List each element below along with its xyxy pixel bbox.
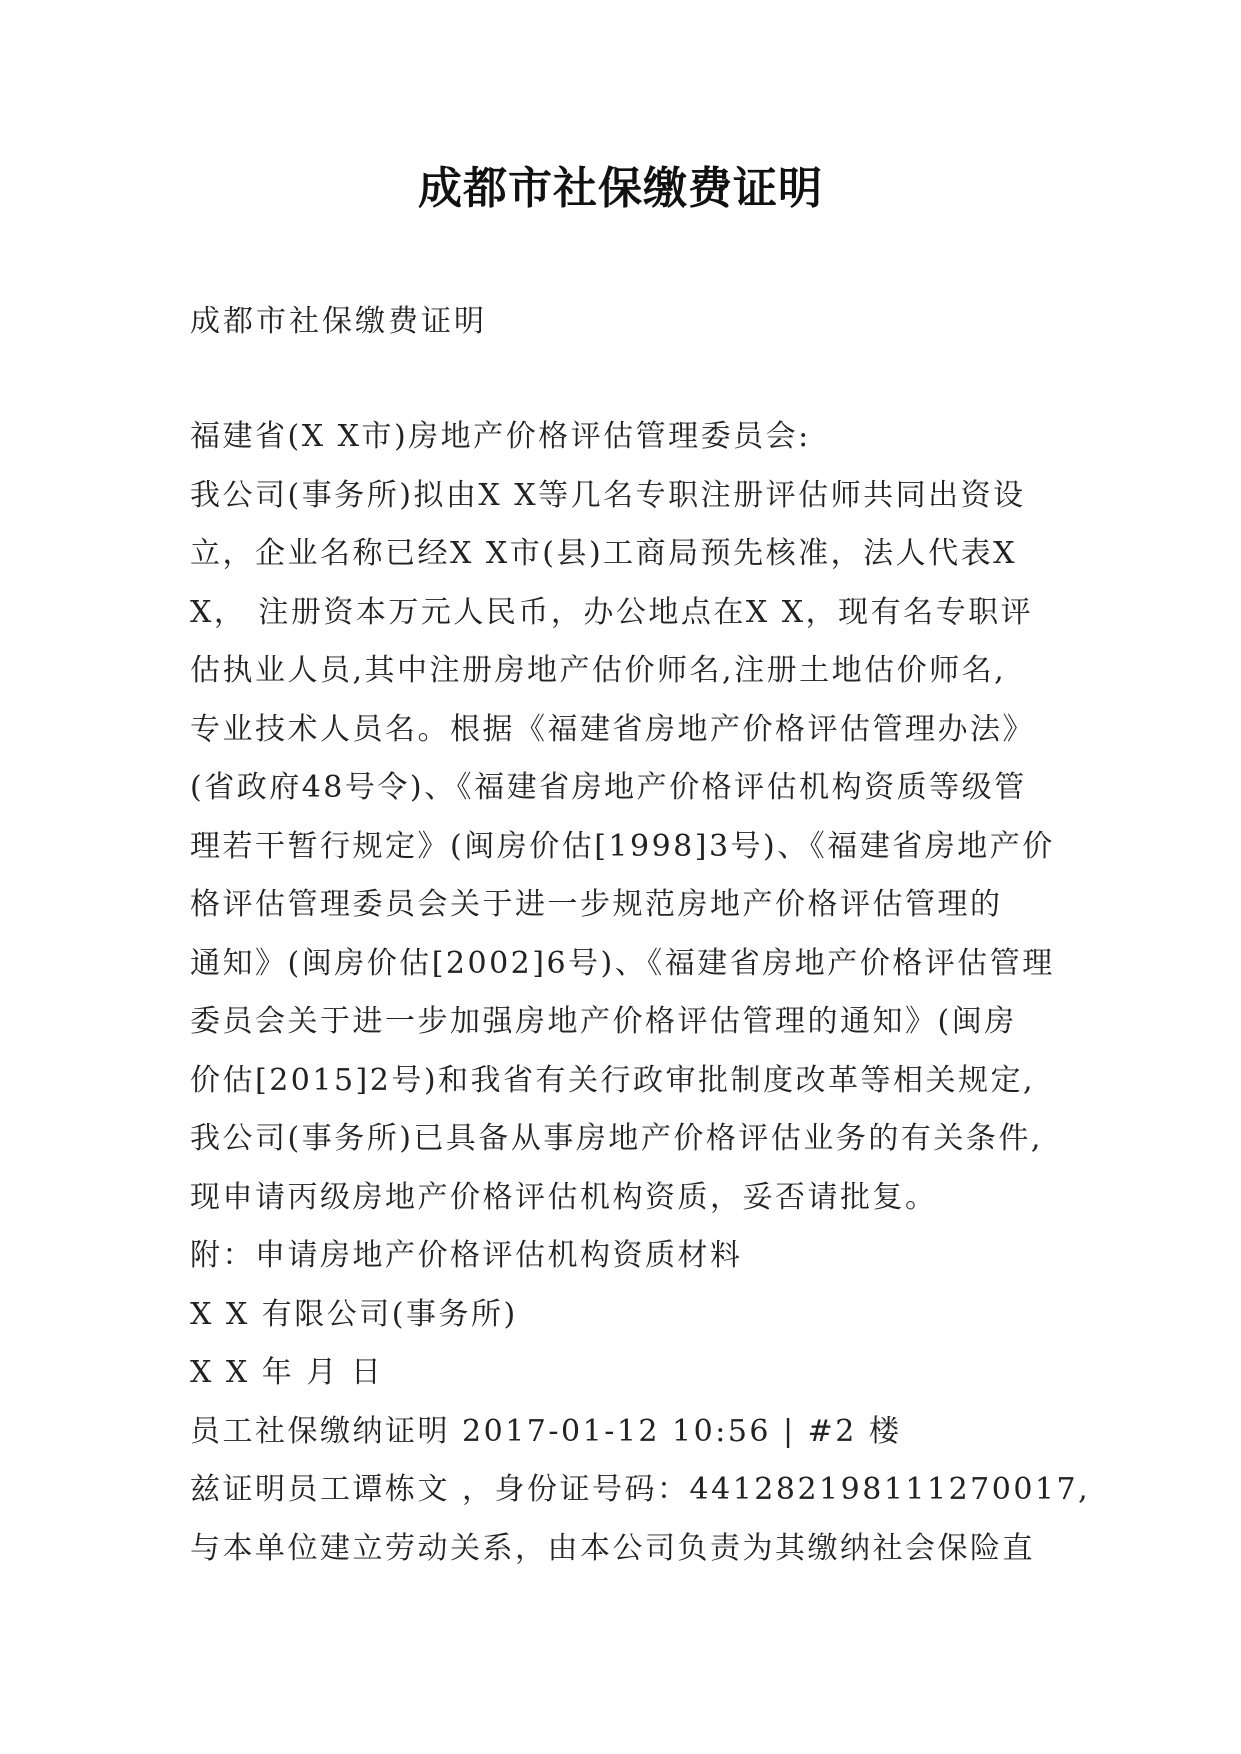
body-line: 我公司(事务所)已具备从事房地产价格评估业务的有关条件,: [190, 1121, 1043, 1156]
body-line: 理若干暂行规定》(闽房价估[1998]3号)、《福建省房地产价: [190, 828, 1055, 864]
body-line: 员工社保缴纳证明 2017-01-12 10:56 | #2 楼: [190, 1413, 902, 1449]
body-line: X X 有限公司(事务所): [190, 1296, 518, 1332]
body-line: X， 注册资本万元人民币，办公地点在X X，现有名专职评: [190, 594, 1034, 630]
body-line: 现申请丙级房地产价格评估机构资质，妥否请批复。: [190, 1179, 938, 1215]
body-line: 立，企业名称已经X X市(县)工商局预先核准，法人代表X: [190, 536, 1018, 571]
body-line: 附：申请房地产价格评估机构资质材料: [190, 1238, 743, 1273]
document-body: [190, 408, 1091, 1578]
document-subtitle: 成都市社保缴费证明: [190, 304, 487, 339]
body-line: 委员会关于进一步加强房地产价格评估管理的通知》(闽房: [190, 1004, 1017, 1039]
body-line: 兹证明员工谭栋文 ，身份证号码：441282198111270017,: [190, 1472, 1091, 1507]
body-line: X X 年 月 日: [190, 1355, 384, 1390]
body-line: 格评估管理委员会关于进一步规范房地产价格评估管理的: [190, 887, 1003, 922]
body-line: 估执业人员,其中注册房地产估价师名,注册土地估价师名,: [190, 653, 1007, 688]
body-line: 我公司(事务所)拟由X X等几名专职注册评估师共同出资设: [190, 477, 1026, 513]
body-line: (省政府48号令)、《福建省房地产价格评估机构资质等级管: [190, 770, 1027, 805]
body-line: 通知》(闽房价估[2002]6号)、《福建省房地产价格评估管理: [190, 945, 1055, 981]
body-line: 与本单位建立劳动关系，由本公司负责为其缴纳社会保险直: [190, 1530, 1035, 1566]
body-line: 专业技术人员名。根据《福建省房地产价格评估管理办法》: [190, 711, 1035, 747]
body-line: 价估[2015]2号)和我省有关行政审批制度改革等相关规定,: [190, 1062, 1036, 1098]
document-title: 成都市社保缴费证明: [418, 163, 823, 214]
body-line: 福建省(X X市)房地产价格评估管理委员会:: [190, 419, 811, 454]
